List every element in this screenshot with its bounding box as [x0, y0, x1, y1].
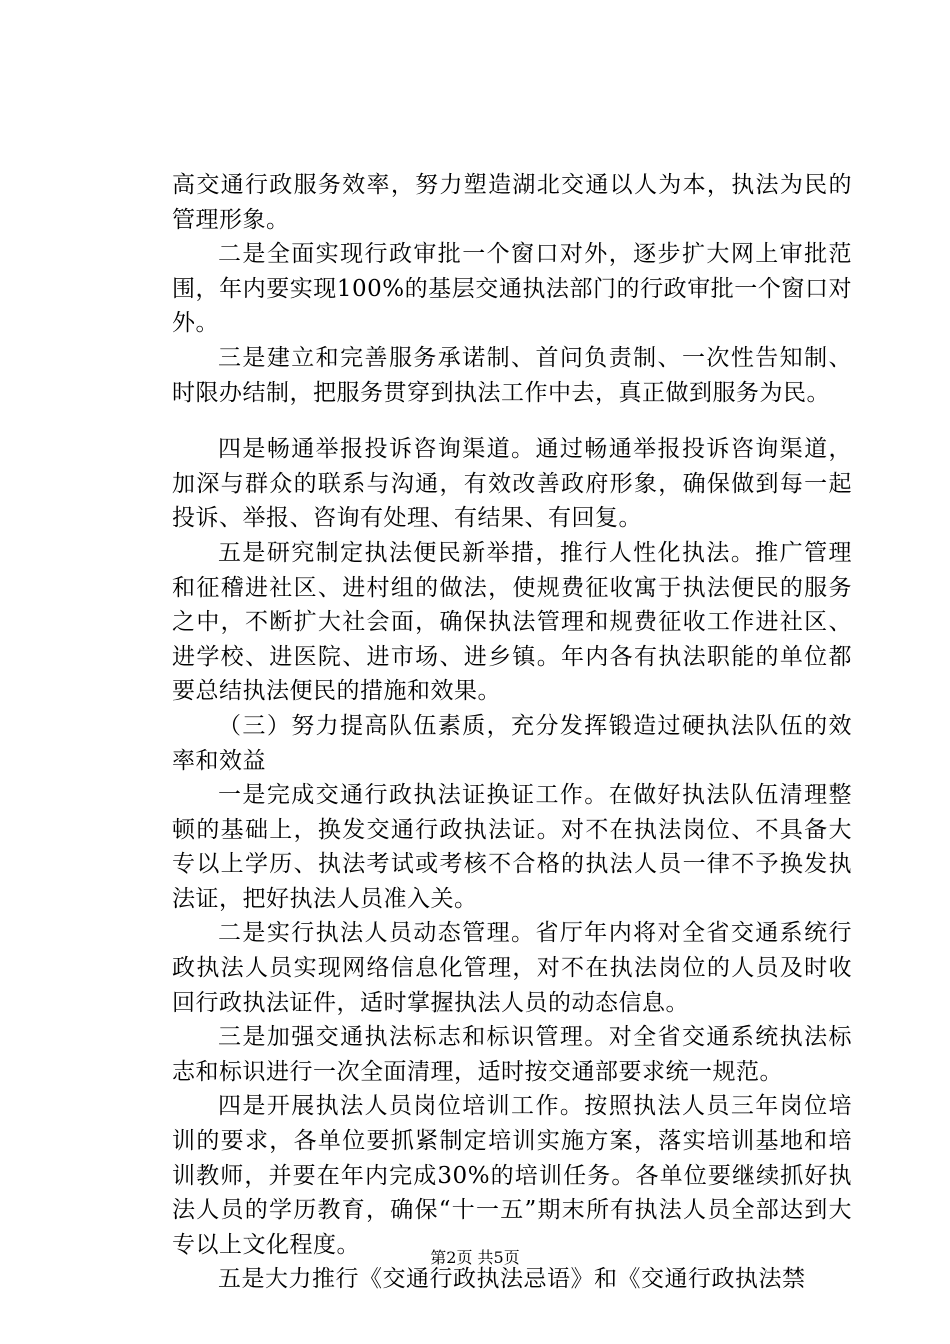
page-number: 第2页 共5页	[430, 1248, 520, 1267]
paragraph-section3-item-2: 二是实行执法人员动态管理。省厅年内将对全省交通系统行政执法人员实现网络信息化管理，对不在执法岗位的人员及时收回行政执法证件，适时掌握执法人员的动态信息。	[172, 920, 852, 1016]
paragraph-section3-item-5: 五是大力推行《交通行政执法忌语》和《交通行政执法禁	[218, 1266, 806, 1293]
paragraph-section3-item-1: 一是完成交通行政执法证换证工作。在做好执法队伍清理整顿的基础上，换发交通行政执法证。对不在执法岗位、不具备大专以上学历、执法考试或考核不合格的执法人员一律不予换发执法证，把好执法人员准入关。	[172, 782, 852, 912]
paragraph-item-3: 三是建立和完善服务承诺制、首问负责制、一次性告知制、时限办结制，把服务贯穿到执法工作中去，真正做到服务为民。	[172, 344, 852, 406]
paragraph-item-2: 二是全面实现行政审批一个窗口对外，逐步扩大网上审批范围，年内要实现100%的基层交通执法部门的行政审批一个窗口对外。	[172, 241, 852, 337]
section-heading-3: （三）努力提高队伍素质，充分发挥锻造过硬执法队伍的效率和效益	[172, 712, 852, 774]
document-body	[172, 168, 852, 1297]
paragraph-section3-item-4: 四是开展执法人员岗位培训工作。按照执法人员三年岗位培训的要求，各单位要抓紧制定培训实施方案，落实培训基地和培训教师，并要在年内完成30%的培训任务。各单位要继续抓好执法人员的学历教育，确保“十一五”期末所有执法人员全部达到大专以上文化程度。	[172, 1093, 852, 1258]
paragraph-section3-item-3: 三是加强交通执法标志和标识管理。对全省交通系统执法标志和标识进行一次全面清理，适时按交通部要求统一规范。	[172, 1024, 852, 1085]
paragraph-item-4: 四是畅通举报投诉咨询渠道。通过畅通举报投诉咨询渠道，加深与群众的联系与沟通，有效改善政府形象，确保做到每一起投诉、举报、咨询有处理、有结果、有回复。	[172, 436, 852, 532]
paragraph-continuation: 高交通行政服务效率，努力塑造湖北交通以人为本，执法为民的管理形象。	[172, 172, 852, 233]
paragraph-item-5: 五是研究制定执法便民新举措，推行人性化执法。推广管理和征稽进社区、进村组的做法，使规费征收寓于执法便民的服务之中，不断扩大社会面，确保执法管理和规费征收工作进社区、进学校、进医院、进市场、进乡镇。年内各有执法职能的单位都要总结执法便民的措施和效果。	[172, 539, 852, 705]
